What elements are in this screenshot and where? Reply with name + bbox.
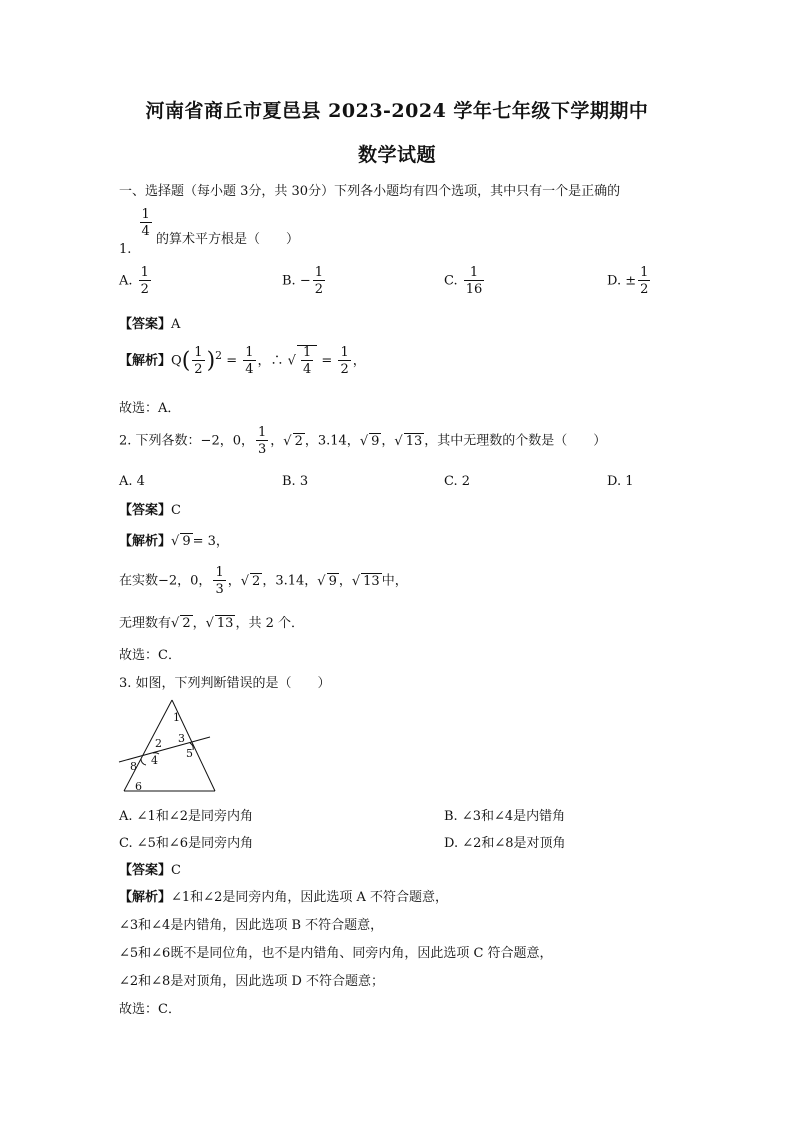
figure-label: 2 xyxy=(155,737,162,750)
q1-sqrt: √ $\frac{1}{4}$ xyxy=(288,345,318,376)
q2-analysis-line2: 在实数−2，0， $\frac{1}{3}$ ，√ 2 ，3.14，√ 9 ，√ 13 中， xyxy=(119,565,408,597)
q3-answer: 【答案】C xyxy=(119,863,181,878)
q1-analysis: 【解析】Q( $\frac{1}{2}$ )$^2$ = $\frac{1}{4}$ ，∴ √ $\frac{1}{4}$ = $\frac{1}{2}$ ， xyxy=(119,345,366,377)
q2-option-a: A. 4 xyxy=(119,474,145,489)
q1-option-b: B. − $\frac{1}{2}$ xyxy=(282,265,324,297)
figure-label: 5 xyxy=(186,747,193,760)
q3-option-a: A. ∠1和∠2是同旁内角 xyxy=(119,809,253,824)
q2-option-d: D. 1 xyxy=(607,474,634,489)
q1-number: 1. xyxy=(119,241,132,257)
question-2: 2. 下列各数：−2，0， $\frac{1}{3}$ ，√ 2 ，3.14，√ 9 ，√ 13 ，其中无理数的个数是（ ） xyxy=(119,425,607,457)
figure-label: 6 xyxy=(135,780,142,793)
q1-option-d: D. ± $\frac{1}{2}$ xyxy=(607,265,649,297)
figure-label: 4 xyxy=(151,754,158,767)
question-3: 3. 如图，下列判断错误的是（ ） xyxy=(119,676,331,691)
question-1 xyxy=(119,207,299,257)
q1-stem: 的算术平方根是（ ） xyxy=(155,231,299,247)
q2-answer: 【答案】C xyxy=(119,503,181,518)
q1-conclusion: 故选：A． xyxy=(119,401,181,416)
q2-option-c: C. 2 xyxy=(444,474,471,489)
q3-option-b: B. ∠3和∠4是内错角 xyxy=(444,809,566,824)
page-subtitle: 数学试题 xyxy=(357,144,436,166)
page-title: 河南省商丘市夏邑县 2023-2024 学年七年级下学期期中 xyxy=(145,100,649,122)
figure-label: 1 xyxy=(173,711,180,724)
q2-analysis: 【解析】√ 9 = 3， xyxy=(119,534,229,549)
q2-option-b: B. 3 xyxy=(282,474,309,489)
q3-analysis-line: ∠5和∠6既不是同位角，也不是内错角、同旁内角，因此选项 C 符合题意， xyxy=(119,946,553,961)
q3-option-d: D. ∠2和∠8是对顶角 xyxy=(444,836,566,851)
figure-label: 8 xyxy=(130,760,137,773)
q1-answer: 【答案】A xyxy=(119,317,181,332)
q3-analysis-line: ∠2和∠8是对顶角，因此选项 D 不符合题意； xyxy=(119,974,385,989)
section-header: 一、选择题（每小题 3分，共 30分）下列各小题均有四个选项，其中只有一个是正确的 xyxy=(119,184,621,199)
q2-analysis-line3: 无理数有√ 2 ，√ 13 ，共 2 个． xyxy=(119,616,304,631)
q1-option-a: A. $\frac{1}{2}$ xyxy=(119,265,149,297)
q1-fraction: $\frac{1}{4}$ xyxy=(141,207,150,239)
q3-analysis-line: ∠3和∠4是内错角，因此选项 B 不符合题意， xyxy=(119,918,384,933)
angle-arc xyxy=(141,759,146,765)
figure-label: 3 xyxy=(178,732,185,745)
q3-analysis: 【解析】∠1和∠2是同旁内角，因此选项 A 不符合题意， xyxy=(119,890,448,905)
q3-option-c: C. ∠5和∠6是同旁内角 xyxy=(119,836,254,851)
triangle-figure xyxy=(115,698,225,798)
q3-conclusion: 故选：C． xyxy=(119,1002,181,1017)
q1-option-c: C. $\frac{1}{16}$ xyxy=(444,265,483,297)
q2-conclusion: 故选：C． xyxy=(119,648,181,663)
